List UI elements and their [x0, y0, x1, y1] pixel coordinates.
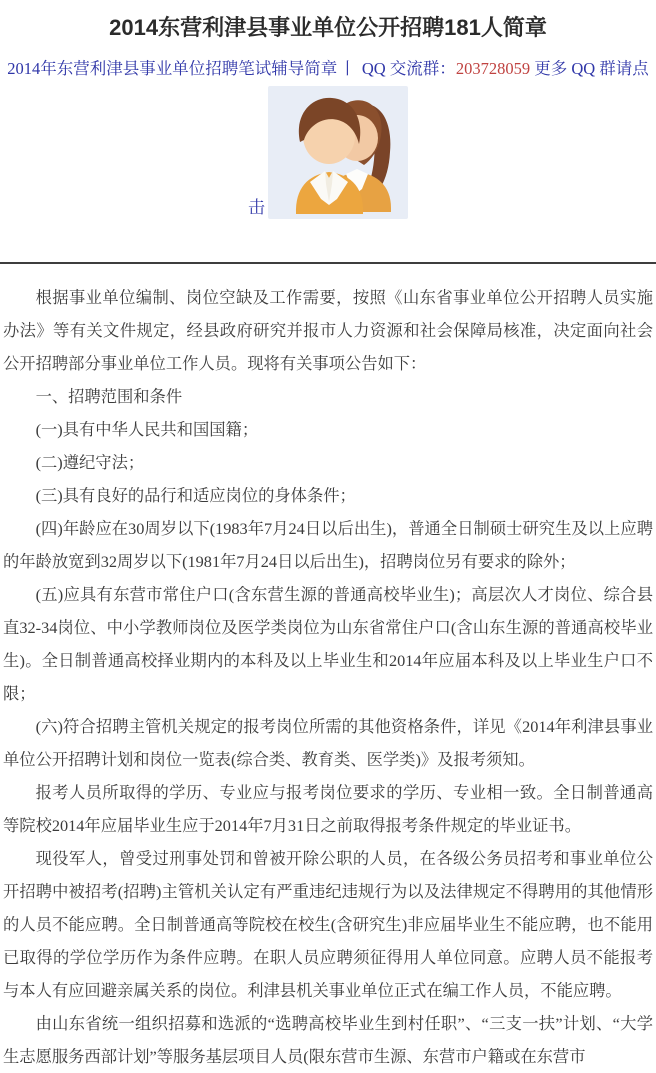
body-paragraph: (六)符合招聘主管机关规定的报考岗位所需的其他资格条件，详见《2014年利津县事业单位公开招聘计划和岗位一览表(综合类、教育类、医学类)》及报考须知。 — [3, 717, 653, 769]
body-paragraph: 由山东省统一组织招募和选派的“选聘高校毕业生到村任职”、“三支一扶”计划、“大学生志愿服务西部计划”等服务基层项目人员(限东营市生源、东营市户籍或在东营市 — [3, 1014, 653, 1066]
body-paragraph: (五)应具有东营市常住户口(含东营生源的普通高校毕业生)；高层次人才岗位、综合县直32-34岗位、中小学教师岗位及医学类岗位为山东省常住户口(含山东生源的普通高校毕业生)。全日制普通高校择业期内的本科及以上毕业生和2014年应届本科及以上毕业生户口不限； — [3, 585, 653, 703]
click-link-text[interactable]: 击 — [248, 198, 265, 217]
figure-row — [0, 86, 656, 219]
body-paragraph: (三)具有良好的品行和适应岗位的身体条件； — [35, 486, 356, 505]
page-title: 2014东营利津县事业单位公开招聘181人简章 — [109, 15, 547, 40]
coaching-guide-link[interactable]: 2014年东营利津县事业单位招聘笔试辅导简章 — [7, 59, 338, 78]
body-paragraph: 报考人员所取得的学历、专业应与报考岗位要求的学历、专业相一致。全日制普通高等院校2014年应届毕业生应于2014年7月31日之前取得报考条件规定的毕业证书。 — [3, 783, 653, 835]
qq-group-label: QQ 交流群： — [361, 59, 456, 78]
body-paragraph: 一、招聘范围和条件 — [35, 387, 183, 406]
body-paragraph: (四)年龄应在30周岁以下(1983年7月24日以后出生)，普通全日制硕士研究生及以上应聘的年龄放宽到32周岁以下(1981年7月24日以后出生)，招聘岗位另有要求的除外； — [3, 519, 653, 571]
announcement-page — [0, 13, 656, 1066]
separator: 丨 — [339, 59, 356, 78]
body-paragraph: (二)遵纪守法； — [35, 453, 145, 472]
article — [0, 264, 656, 1073]
body-paragraph: (一)具有中华人民共和国国籍； — [35, 420, 259, 439]
qq-group-number: 203728059 — [455, 59, 531, 78]
body-paragraph: 现役军人，曾受过刑事处罚和曾被开除公职的人员，在各级公务员招考和事业单位公开招聘中被招考(招聘)主管机关认定有严重违纪违规行为以及法律规定不得聘用的其他情形的人员不能应聘。全日制普通高等院校在校生(含研究生)非应届毕业生不能应聘，也不能用已取得的学位学历作为条件应聘。在职人员应聘须征得用人单位同意。应聘人员不能报考与本人有应回避亲属关系的岗位。利津县机关事业单位正式在编工作人员，不能应聘。 — [3, 849, 653, 1000]
body-paragraph: 根据事业单位编制、岗位空缺及工作需要，按照《山东省事业单位公开招聘人员实施办法》等有关文件规定，经县政府研究并报市人力资源和社会保障局核准，决定面向社会公开招聘部分事业单位工作人员。现将有关事项公告如下： — [3, 288, 653, 373]
more-qq-groups-link[interactable]: 更多 QQ 群请点 — [534, 59, 649, 78]
two-people-avatar-image[interactable] — [268, 86, 408, 219]
subtitle-line — [0, 58, 656, 80]
